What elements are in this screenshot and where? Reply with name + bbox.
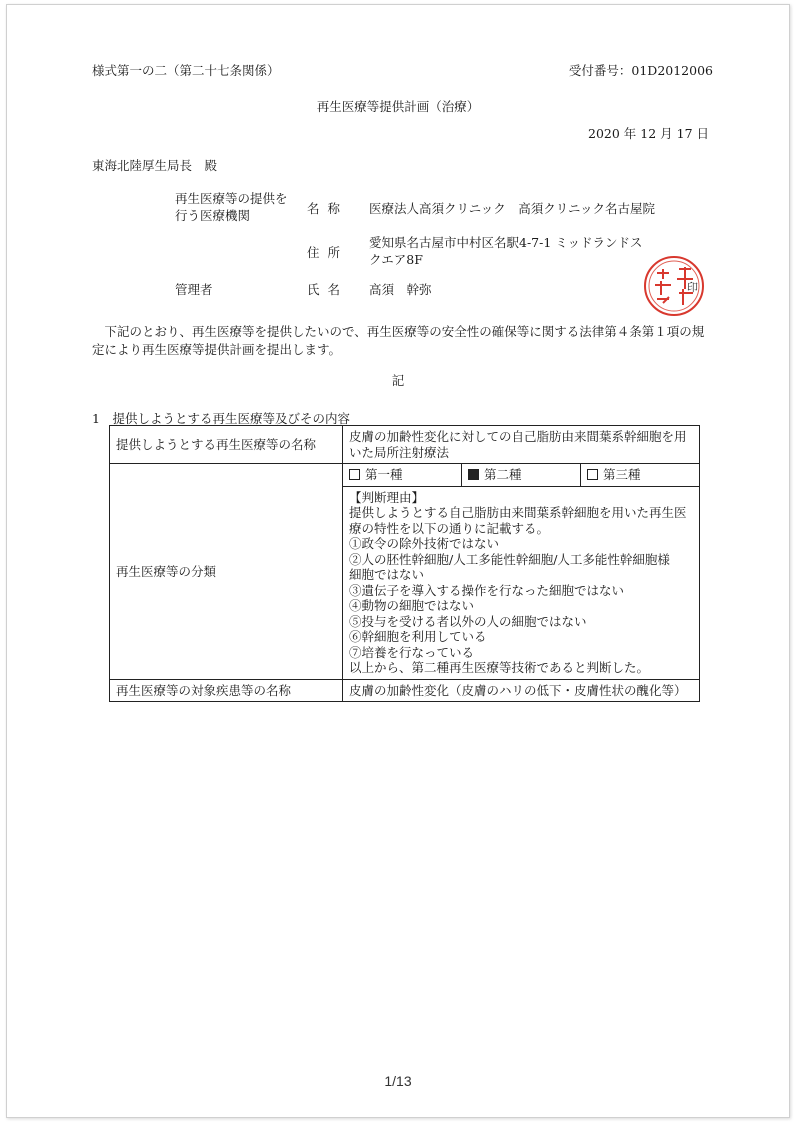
reason-line: ③遺伝子を導入する操作を行なった細胞ではない [349, 582, 625, 598]
table-row [110, 426, 700, 464]
row-label: 再生医療等の対象疾患等の名称 [110, 679, 343, 702]
seal-mark: 印 [687, 281, 698, 294]
therapy-name: 皮膚の加齢性変化に対しての自己脂肪由来間葉系幹細胞を用 いた局所注射療法 [343, 426, 700, 464]
target-disease: 皮膚の加齢性変化（皮膚のハリの低下・皮膚性状の醜化等） [343, 679, 700, 702]
institution-label: 再生医療等の提供を 行う医療機関 [175, 191, 288, 223]
red-seal-stamp [643, 255, 705, 317]
classification-options [343, 464, 699, 486]
addressee: 東海北陸厚生局長 殿 [92, 158, 218, 173]
classification-label: 第二種 [484, 467, 522, 482]
institution-address: 愛知県名古屋市中村区名駅4-7-1 ミッドランドス クエア8F [369, 235, 643, 267]
reason-line: ②人の胚性幹細胞/人工多能性幹細胞/人工多能性幹細胞様 [349, 551, 670, 567]
ki-heading: 記 [391, 373, 405, 388]
classification-cell [343, 464, 700, 487]
reason-line: ⑤投与を受ける者以外の人の細胞ではない [349, 613, 587, 629]
judgement-reason [343, 486, 700, 679]
address-key: 住所 [307, 245, 349, 260]
reason-line: 療の特性を以下の通りに記載する。 [349, 520, 550, 536]
table-row [110, 464, 700, 487]
row-label: 提供しようとする再生医療等の名称 [110, 426, 343, 464]
classification-option [462, 464, 581, 486]
table-row [110, 679, 700, 702]
form-id: 様式第一の二（第二十七条関係） [92, 63, 280, 78]
reason-line: ⑦培養を行なっている [349, 644, 475, 660]
row-label: 再生医療等の分類 [110, 464, 343, 680]
manager-name-key: 氏名 [307, 282, 349, 297]
classification-label: 第一種 [365, 467, 403, 482]
unchecked-box-icon [587, 469, 598, 480]
checked-box-icon [468, 469, 479, 480]
section-heading: 1 提供しようとする再生医療等及びその内容 [92, 411, 350, 426]
plan-table [109, 425, 700, 702]
reason-line: 細胞ではない [349, 567, 425, 582]
page-number: 1/13 [384, 1073, 412, 1089]
document-title: 再生医療等提供計画（治療） [316, 99, 480, 114]
document-page [6, 4, 790, 1118]
classification-label: 第三種 [603, 467, 641, 482]
intro-paragraph: 下記のとおり、再生医療等を提供したいので、再生医療等の安全性の確保等に関する法律第４条第１項の規定により再生医療等提供計画を提出します。 [92, 324, 705, 357]
reason-line: 以上から、第二種再生医療等技術であると判断した。 [349, 660, 650, 675]
reason-line: 【判断理由】 [349, 489, 425, 505]
classification-option [581, 464, 699, 486]
reason-line: ④動物の細胞ではない [349, 598, 475, 613]
unchecked-box-icon [349, 469, 360, 480]
name-key: 名称 [307, 201, 349, 216]
reason-line: ①政令の除外技術ではない [349, 536, 500, 551]
receipt-number: 受付番号：01D2012006 [568, 63, 713, 78]
document-date: 2020 年 12 月 17 日 [588, 126, 709, 141]
manager-name: 高須 幹弥 [369, 282, 432, 297]
classification-option [343, 464, 462, 486]
reason-line: 提供しようとする自己脂肪由来間葉系幹細胞を用いた再生医 [349, 505, 687, 520]
reason-line: ⑥幹細胞を利用している [349, 629, 487, 644]
manager-label: 管理者 [175, 282, 213, 297]
institution-name: 医療法人高須クリニック 高須クリニック名古屋院 [369, 201, 656, 216]
